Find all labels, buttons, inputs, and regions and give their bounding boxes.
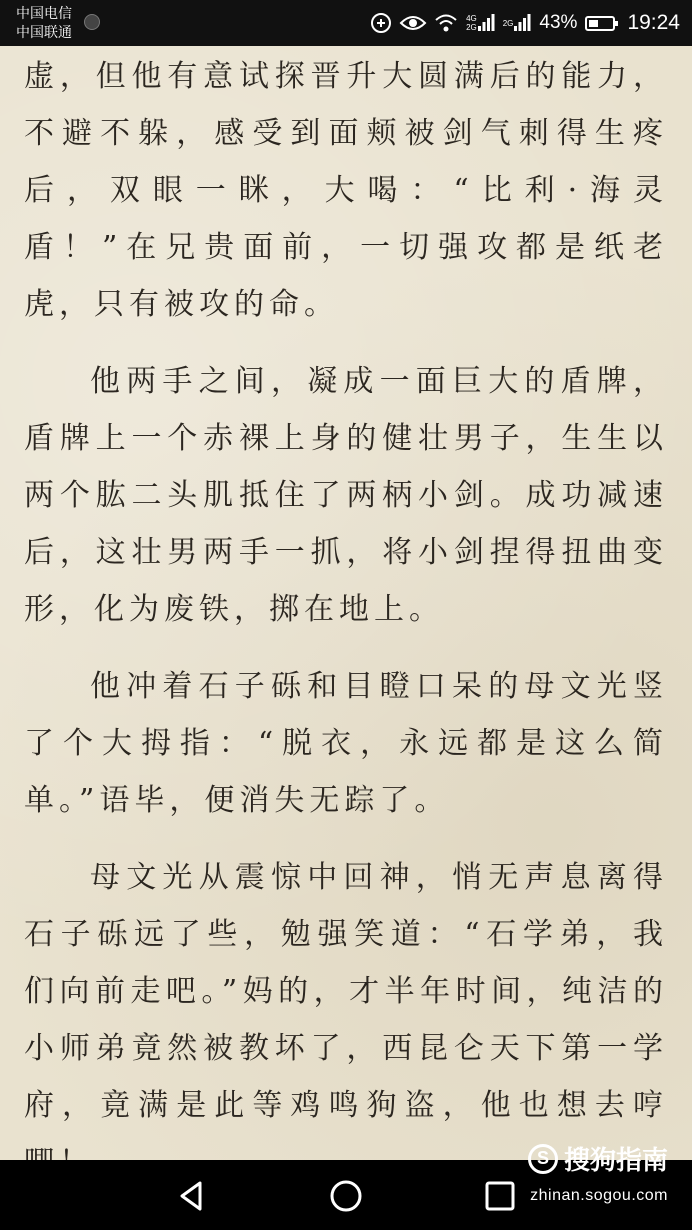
carrier-1: 中国电信 xyxy=(16,5,72,21)
recent-apps-icon xyxy=(484,1180,516,1212)
sogou-logo-icon: S xyxy=(528,1144,558,1174)
sim1-network-tag-2: 2G xyxy=(466,23,477,32)
wifi-icon xyxy=(434,13,458,33)
clock: 19:24 xyxy=(627,11,680,34)
home-icon xyxy=(328,1178,364,1214)
status-icons xyxy=(370,0,680,46)
sim1-network-tag: 4G xyxy=(466,14,477,23)
battery-icon xyxy=(585,16,615,31)
notification-icon xyxy=(84,14,100,30)
paragraph-4: 母文光从震惊中回神，悄无声息离得石子砾远了些，勉强笑道：“石学弟，我们向前走吧。”妈的，才半年时间，纯洁的小师弟竟然被教坏了，西昆仑天下第一学府，竟满是此等鸡鸣狗盗，他也想去哼 xyxy=(24,860,668,1123)
paragraph-2: 他两手之间，凝成一面巨大的盾牌，盾牌上一个赤裸上身的健壮男子，生生以两个肱二头肌抵住了两柄小剑。成功减速后，这壮男两手一抓，将小剑捏得扭曲变形，化为废铁，掷在地上。 xyxy=(24,364,668,627)
signal-icon xyxy=(477,14,495,32)
sim1-signal xyxy=(466,14,495,32)
carrier-names xyxy=(16,4,72,42)
watermark-url: zhinan.sogou.com xyxy=(530,1187,668,1204)
data-saver-icon xyxy=(370,12,392,34)
back-button[interactable] xyxy=(172,1176,212,1216)
eye-icon xyxy=(400,14,426,32)
recent-apps-button[interactable] xyxy=(480,1176,520,1216)
signal-icon xyxy=(513,14,531,32)
watermark-brand: 搜狗指南 xyxy=(563,1145,668,1175)
sim2-signal xyxy=(503,14,532,32)
paragraph-1: 虚，但他有意试探晋升大圆满后的能力，不避不躲，感受到面颊被剑气刺得生疼后，双眼一眯，大喝：“比利·海灵盾！”在兄贵面前，一切强攻都是纸老虎，只有被攻的命。 xyxy=(24,59,668,322)
status-bar xyxy=(0,0,692,46)
carrier-2: 中国联通 xyxy=(16,24,72,40)
sogou-watermark xyxy=(528,1140,668,1205)
sim2-network-tag: 2G xyxy=(502,18,514,28)
reader-page[interactable] xyxy=(0,46,692,1160)
battery-fill xyxy=(589,20,598,27)
paragraph-3: 他冲着石子砾和目瞪口呆的母文光竖了个大拇指：“脱衣，永远都是这么简单。”语毕，便消失无踪了。 xyxy=(24,669,668,818)
battery-percent: 43% xyxy=(539,12,578,33)
back-icon xyxy=(175,1179,209,1213)
home-button[interactable] xyxy=(326,1176,366,1216)
